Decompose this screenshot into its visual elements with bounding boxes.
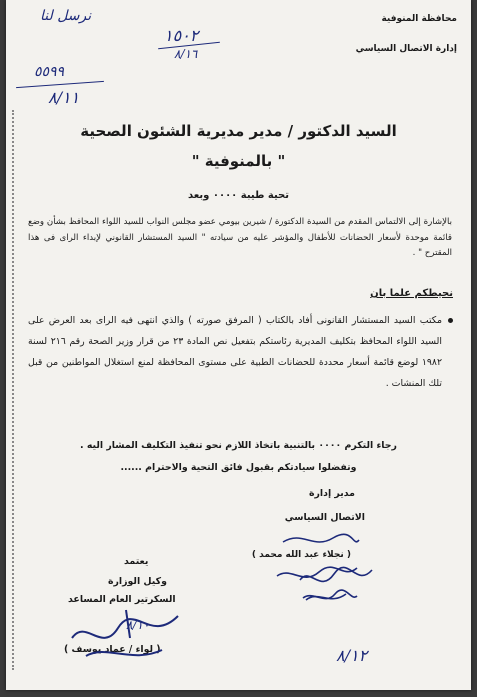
approval-title-1: وكيل الوزارة	[108, 576, 167, 587]
bullet-paragraph: مكتب السيد المستشار القانونى أفاد بالكتاب ( المرفق صورته ) والذي انتهى فيه الراى بعد العرض على السيد اللواء المحافظ بتكليف المديرية رئاستكم بتفعيل نص المادة ٢٣ من قرار وزير الصحة رقم ٢١٦ لسنة ١٩٨٢ لوضع قائمة أسعار محددة للحضانات الطبية على مستوى المحافظة لمنع استغلال المواطنين من قبل تلك المنشات .	[28, 315, 442, 389]
signature-right-title-2: الاتصال السياسي	[284, 512, 365, 523]
handwritten-left-line	[16, 81, 104, 88]
signature-right-title-1: مدير إدارة	[308, 488, 355, 499]
header-department: إدارة الاتصال السياسي	[355, 44, 457, 54]
handwritten-date-top: ٨/١٦	[174, 47, 198, 61]
handwritten-bottom-right: ٨/١٢	[336, 646, 368, 665]
document-page	[6, 0, 471, 690]
handwritten-number-top: ١٥٠٢	[164, 26, 199, 45]
notice-heading: نحيطكم علما بان	[370, 288, 453, 299]
handwritten-date-left: ٨/١١	[48, 88, 80, 107]
intro-paragraph: بالإشارة إلى الالتماس المقدم من السيدة الدكتورة / شيرين بيومي عضو مجلس النواب للسيد اللواء المحافظ بشأن وضع قائمة موحدة لأسعار الحضانات للأطفال والمؤشر عليه من سيادته " السيد المستشار القانوني لإبداء الراى فى هذا المقترح " .	[28, 217, 452, 258]
handwritten-bottom-left: ٨/١٠	[126, 618, 150, 632]
approval-title-2: السكرتير العام المساعد	[68, 594, 176, 605]
signature-left-scribble	[66, 598, 186, 668]
approval-label: يعتمد	[124, 556, 149, 567]
handwritten-number-left: ٥٥٩٩	[34, 64, 65, 80]
handwritten-top-note: نرسل لنا	[40, 8, 92, 24]
header-governorate: محافظة المنوفية	[381, 14, 457, 24]
greeting: تحية طيبة ٠٠٠٠ وبعد	[187, 190, 289, 201]
approval-name: ( لواء / عماد يوسف )	[64, 644, 161, 655]
request-line: رجاء التكرم ٠٠٠٠ بالتنبية باتخاذ اللازم نحو تنفيذ التكليف المشار اليه .	[80, 440, 397, 451]
signature-right-scribble-2	[296, 560, 376, 610]
bullet-marker	[448, 318, 453, 323]
addressee-line-1: السيد الدكتور / مدير مديرية الشئون الصحية	[80, 122, 397, 140]
addressee-line-2: " بالمنوفية "	[191, 152, 286, 170]
closing-line: وتفضلوا سيادتكم بقبول فائق التحية والاحترام ......	[120, 462, 357, 473]
signature-right-name: ( نجلاء عبد الله محمد )	[251, 550, 351, 560]
